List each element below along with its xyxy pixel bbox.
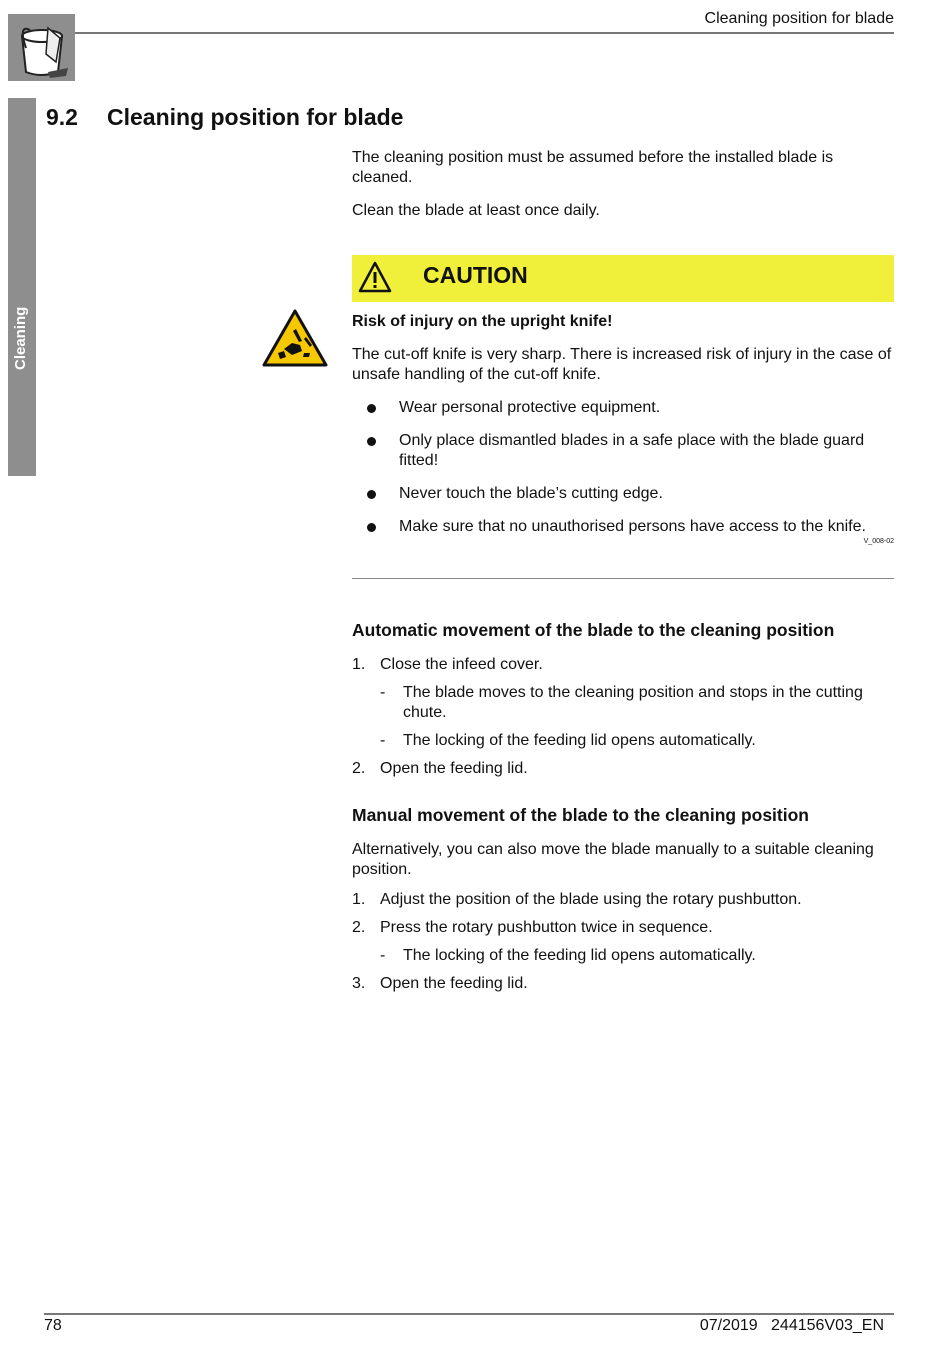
manual-intro: Alternatively, you can also move the blade manually to a suitable cleaning position. xyxy=(352,841,874,878)
cleaning-bucket-logo xyxy=(8,14,75,81)
main-content xyxy=(352,148,894,1002)
header-rule xyxy=(75,32,894,34)
list-item: Never touch the blade’s cutting edge. xyxy=(352,484,894,504)
caution-end-rule xyxy=(352,578,894,579)
section-title: Cleaning position for blade xyxy=(107,104,404,130)
list-item: Only place dismantled blades in a safe place with the blade guard fitted! xyxy=(352,431,894,471)
footer-rule xyxy=(44,1313,894,1315)
page-number: 78 xyxy=(44,1317,62,1334)
intro-paragraph: The cleaning position must be assumed before the installed blade is cleaned. xyxy=(352,149,834,186)
step-item: 1. Adjust the position of the blade using the rotary pushbutton. xyxy=(352,891,802,908)
substep-item: - The blade moves to the cleaning position and stops in the cutting chute. xyxy=(380,684,863,721)
warning-triangle-icon xyxy=(358,261,392,293)
running-header: Cleaning position for blade xyxy=(704,10,894,27)
bullet-icon xyxy=(367,490,376,499)
reference-code: V_008-02 xyxy=(863,538,894,545)
bucket-icon xyxy=(8,14,75,81)
intro-paragraph: Clean the blade at least once daily. xyxy=(352,202,600,219)
safety-bullet-list xyxy=(352,398,894,537)
step-item: 2. Open the feeding lid. xyxy=(352,760,528,777)
risk-description: The cut-off knife is very sharp. There is increased risk of injury in the case of unsafe handling of the cut-off knife. xyxy=(352,346,892,383)
document-info: 07/2019 244156V03_EN xyxy=(699,1317,884,1334)
bullet-icon xyxy=(367,523,376,532)
step-item: 3. Open the feeding lid. xyxy=(352,975,528,992)
bullet-icon xyxy=(367,437,376,446)
hand-cut-warning-icon xyxy=(262,309,328,367)
risk-title: Risk of injury on the upright knife! xyxy=(352,313,613,330)
caution-banner xyxy=(352,255,894,302)
bullet-icon xyxy=(367,404,376,413)
automatic-heading: Automatic movement of the blade to the cleaning position xyxy=(352,620,835,640)
caution-label: CAUTION xyxy=(423,262,528,288)
substep-item: - The locking of the feeding lid opens automatically. xyxy=(380,732,756,749)
section-number: 9.2 xyxy=(46,104,78,130)
list-item: Make sure that no unauthorised persons have access to the knife. xyxy=(352,517,894,537)
substep-item: - The locking of the feeding lid opens automatically. xyxy=(380,947,756,964)
step-item: 1. Close the infeed cover. xyxy=(352,656,543,673)
step-item: 2. Press the rotary pushbutton twice in sequence. xyxy=(352,919,713,936)
chapter-side-tab xyxy=(8,98,36,476)
manual-heading: Manual movement of the blade to the cleaning position xyxy=(352,805,809,825)
list-item: Wear personal protective equipment. xyxy=(352,398,894,418)
chapter-label: Cleaning xyxy=(12,306,29,370)
